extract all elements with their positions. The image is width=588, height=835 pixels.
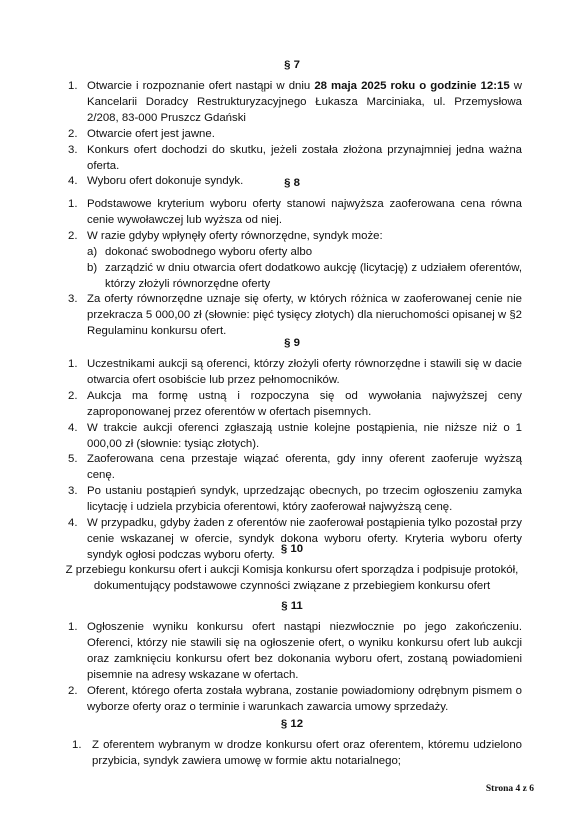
section-7-title: § 7 xyxy=(284,59,300,71)
section-8 xyxy=(62,176,522,340)
item-number: 3. xyxy=(68,143,78,156)
item-text: Uczestnikami aukcji są oferenci, którzy złożyli oferty równorzędne i stawili się w dacie otwarcia ofert osobiście lub przez pełnomocników. xyxy=(87,358,522,386)
item-number: 3. xyxy=(68,485,78,498)
section-7-list xyxy=(62,79,522,190)
list-item xyxy=(62,620,522,684)
list-item xyxy=(62,143,522,175)
item-text: Otwarcie ofert jest jawne. xyxy=(87,127,215,140)
item-number: 1. xyxy=(68,358,78,370)
section-8-list xyxy=(62,197,522,340)
section-11-list xyxy=(62,620,522,715)
section-11 xyxy=(62,599,522,715)
list-item xyxy=(62,684,522,716)
item-text-end: w Kancelarii Doradcy Restrukturyzacyjnego Łukasza Marciniaka, ul. Przemysłowa 2/208, 83-000 Pruszcz Gdański xyxy=(87,80,522,124)
list-item xyxy=(62,452,522,484)
item-text: Podstawowe kryterium wyboru oferty stanowi najwyższa zaoferowana cena równa cenie wywoławczej lub wyższa od niej. xyxy=(87,198,522,226)
list-item xyxy=(62,484,522,516)
list-item xyxy=(62,357,522,389)
item-number: 1. xyxy=(72,739,82,751)
section-9-title: § 9 xyxy=(284,337,300,349)
section-7 xyxy=(62,58,522,190)
section-12-title: § 12 xyxy=(280,718,304,730)
item-text: Konkurs ofert dochodzi do skutku, jeżeli została złożona przynajmniej jedna ważna oferta. xyxy=(87,143,522,172)
item-text: Zaoferowana cena przestaje wiązać oferenta, gdy inny oferent zaoferuje wyższą cenę. xyxy=(87,453,522,482)
item-text: W razie gdyby wpłynęły oferty równorzędne, syndyk może: xyxy=(87,229,383,242)
item-number: 2. xyxy=(68,389,78,402)
item-number: 2. xyxy=(68,684,78,697)
section-10-title: § 10 xyxy=(280,543,304,555)
item-text: Za oferty równorzędne uznaje się oferty, w których różnica w zaoferowanej cenie nie przekracza 5 000,00 zł (słownie: pięć tysięcy złotych) dla nieruchomości opisanej w §2 Regulaminu konkursu ofert. xyxy=(87,293,522,338)
section-9-list xyxy=(62,357,522,564)
item-text: Oferent, którego oferta została wybrana, zostanie powiadomiony odrębnym pismem o wyborze oferty oraz o terminie i warunkach zawarcia umowy sprzedaży. xyxy=(87,684,522,713)
item-number: 5. xyxy=(68,453,78,466)
item-text: Z oferentem wybranym w drodze konkursu ofert oraz oferentem, któremu udzielono przybicia, syndyk zawiera umowę w formie aktu notarialnego; xyxy=(92,739,522,767)
list-item xyxy=(62,79,522,127)
list-item xyxy=(62,229,522,293)
section-12-list xyxy=(62,738,522,770)
item-number: 1. xyxy=(68,80,78,92)
sub-item-text: zarządzić w dniu otwarcia ofert dodatkowo aukcję (licytację) z udziałem oferentów, którzy złożyli równorzędne oferty xyxy=(105,261,522,290)
item-number: 4. xyxy=(68,175,78,188)
page-number: Strona 4 z 6 xyxy=(485,784,534,794)
item-number: 2. xyxy=(68,229,78,242)
item-text: W trakcie aukcji oferenci zgłaszają ustnie kolejne postąpienia, nie niższe niż o 1 000,00 zł (słownie: tysiąc złotych). xyxy=(87,421,522,450)
item-text-start: Otwarcie i rozpoznanie ofert nastąpi w dniu xyxy=(87,80,315,92)
section-11-title: § 11 xyxy=(281,600,303,612)
item-number: 4. xyxy=(68,517,78,530)
section-10-text: Z przebiegu konkursu ofert i aukcji Komisja konkursu ofert sporządza i podpisuje protokół, dokumentujący podstawowe czynności związane z przebiegiem konkursu ofert xyxy=(65,564,519,592)
item-text: W przypadku, gdyby żaden z oferentów nie zaoferował postąpienia tylko pozostał przy cenie wskazanej w ofercie, syndyk dokona wyboru oferty. Kryteria wyboru oferty syndyk ogłosi podczas wyboru oferty. xyxy=(87,517,522,561)
list-item xyxy=(62,421,522,453)
section-12 xyxy=(62,717,522,770)
list-item xyxy=(62,292,522,340)
item-text: Ogłoszenie wyniku konkursu ofert nastąpi niezwłocznie po jego zakończeniu. Oferenci, którzy nie stawili się na ogłoszenie ofert, o wyniku konkursu ofert lub aukcji oraz zamknięciu konkursu ofert bez dokonania wyboru ofert, zostaną powiadomieni pisemnie na adresy wskazane w ofertach. xyxy=(87,621,522,681)
item-number: 3. xyxy=(68,293,78,306)
section-8-title: § 8 xyxy=(284,177,300,189)
sub-item-text: dokonać swobodnego wyboru oferty albo xyxy=(105,245,313,258)
list-item xyxy=(62,389,522,421)
item-number: 4. xyxy=(68,421,78,434)
list-item xyxy=(62,127,522,143)
opening-date: 28 maja 2025 roku o godzinie 12:15 xyxy=(314,80,510,92)
item-text: Aukcja ma formę ustną i rozpoczyna się od wywołania najwyższej ceny zaproponowanej przez oferentów w ofertach pisemnych. xyxy=(87,389,522,418)
item-number: 1. xyxy=(68,621,78,633)
item-text: Po ustaniu postąpień syndyk, uprzedzając obecnych, po trzecim ogłoszeniu zamyka licytację i udziela przybicia oferentowi, który zaoferował najwyższą cenę. xyxy=(87,485,522,514)
sub-item xyxy=(87,261,522,293)
section-9 xyxy=(62,336,522,564)
list-item xyxy=(62,738,522,770)
section-10 xyxy=(62,542,522,595)
item-text: Wyboru ofert dokonuje syndyk. xyxy=(87,175,244,188)
sub-item xyxy=(87,245,522,261)
list-item xyxy=(62,197,522,229)
item-number: 1. xyxy=(68,198,78,210)
sub-item-letter: b) xyxy=(87,261,98,274)
sub-item-letter: a) xyxy=(87,245,98,258)
item-number: 2. xyxy=(68,127,78,140)
